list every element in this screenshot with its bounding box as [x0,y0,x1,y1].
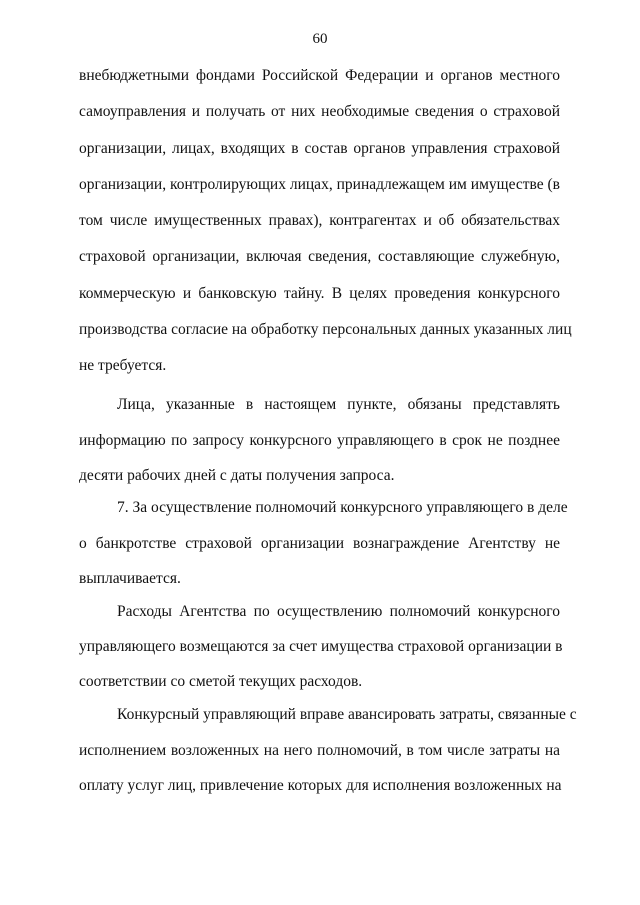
text-line: Расходы Агентства по осуществлению полномочий конкурсного [117,603,560,620]
text-line: управляющего возмещаются за счет имущества страховой организации в [79,638,563,655]
text-line: исполнением возложенных на него полномочий, в том числе затраты на [79,742,560,759]
text-line: внебюджетными фондами Российской Федерации и органов местного [79,67,560,84]
text-line: самоуправления и получать от них необходимые сведения о страховой [79,103,560,120]
text-line: соответствии со сметой текущих расходов. [79,673,363,690]
text-line: коммерческую и банковскую тайну. В целях проведения конкурсного [79,285,560,302]
text-line: организации, контролирующих лицах, принадлежащем им имуществе (в [79,176,560,193]
text-line: том числе имущественных правах), контрагентах и об обязательствах [79,212,560,229]
text-line: информацию по запросу конкурсного управляющего в срок не позднее [79,432,560,449]
text-line: оплату услуг лиц, привлечение которых для исполнения возложенных на [79,777,562,794]
text-line: организации, лицах, входящих в состав органов управления страховой [79,140,560,157]
text-line: Конкурсный управляющий вправе авансировать затраты, связанные с [117,706,577,723]
text-line: десяти рабочих дней с даты получения запроса. [79,467,395,484]
text-line: производства согласие на обработку персональных данных указанных лиц [79,321,572,338]
text-line: 7. За осуществление полномочий конкурсного управляющего в деле [117,499,568,516]
page-number: 60 [312,31,328,47]
text-line: не требуется. [79,357,167,374]
text-line: выплачивается. [79,570,181,587]
text-line: страховой организации, включая сведения, составляющие служебную, [79,248,560,265]
text-line: о банкротстве страховой организации вознаграждение Агентству не [79,535,560,552]
text-line: Лица, указанные в настоящем пункте, обязаны представлять [117,396,560,413]
